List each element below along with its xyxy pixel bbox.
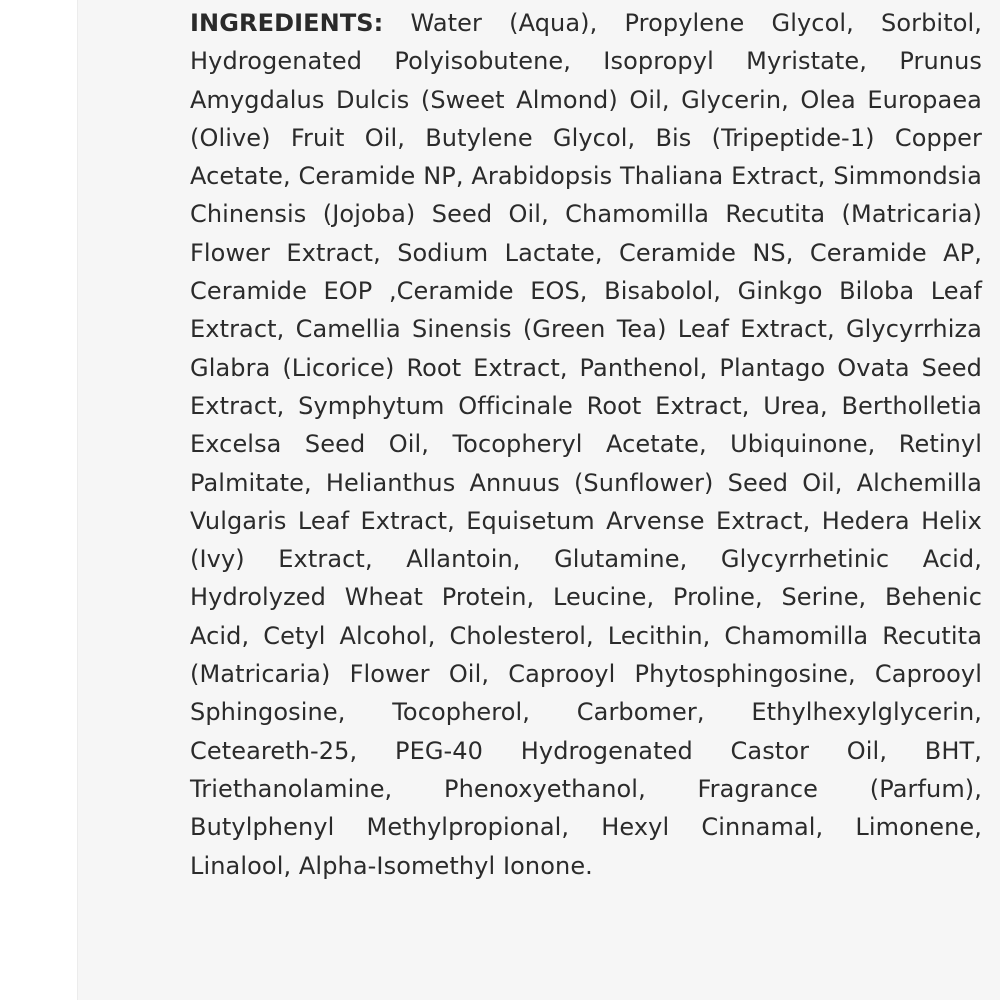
ingredients-heading: INGREDIENTS: — [190, 9, 384, 37]
ingredients-list: Water (Aqua), Propylene Glycol, Sorbitol, Hydrogenated Polyisobutene, Isopropyl Myristate, Prunus Amygdalus Dulcis (Sweet Almond) Oil, Glycerin, Olea Europaea (Olive) Fruit Oil, Butylene Glycol, Bis (Tripeptide-1) Copper Acetate, Ceramide NP, Arabidopsis Thaliana Extract, Simmondsia Chinensis (Jojoba) Seed Oil, Chamomilla Recutita (Matricaria) Flower Extract, Sodium Lactate, Ceramide NS, Ceramide AP, Ceramide EOP ,Ceramide EOS, Bisabolol, Ginkgo Biloba Leaf Extract, Camellia Sinensis (Green Tea) Leaf Extract, Glycyrrhiza Glabra (Licorice) Root Extract, Panthenol, Plantago Ovata Seed Extract, Symphytum Officinale Root Extract, Urea, Bertholletia Excelsa Seed Oil, Tocopheryl Acetate, Ubiquinone, Retinyl Palmitate, Helianthus Annuus (Sunflower) Seed Oil, Alchemilla Vulgaris Leaf Extract, Equisetum Arvense Extract, Hedera Helix (Ivy) Extract, Allantoin, Glutamine, Glycyrrhetinic Acid, Hydrolyzed Wheat Protein, Leucine, Proline, Serine, Behenic Acid, Cetyl Alcohol, Cholesterol, Lecithin, Chamomilla Recutita (Matricaria) Flower Oil, Caprooyl Phytosphingosine, Caprooyl Sphingosine, Tocopherol, Carbomer, Ethylhexylglycerin, Ceteareth-25, PEG-40 Hydrogenated Castor Oil, BHT, Triethanolamine, Phenoxyethanol, Fragrance (Parfum), Butylphenyl Methylpropional, Hexyl Cinnamal, Limonene, Linalool, Alpha-Isomethyl Ionone. — [190, 9, 982, 880]
ingredients-paragraph — [190, 4, 982, 885]
ingredient-label-panel — [78, 0, 1000, 1000]
